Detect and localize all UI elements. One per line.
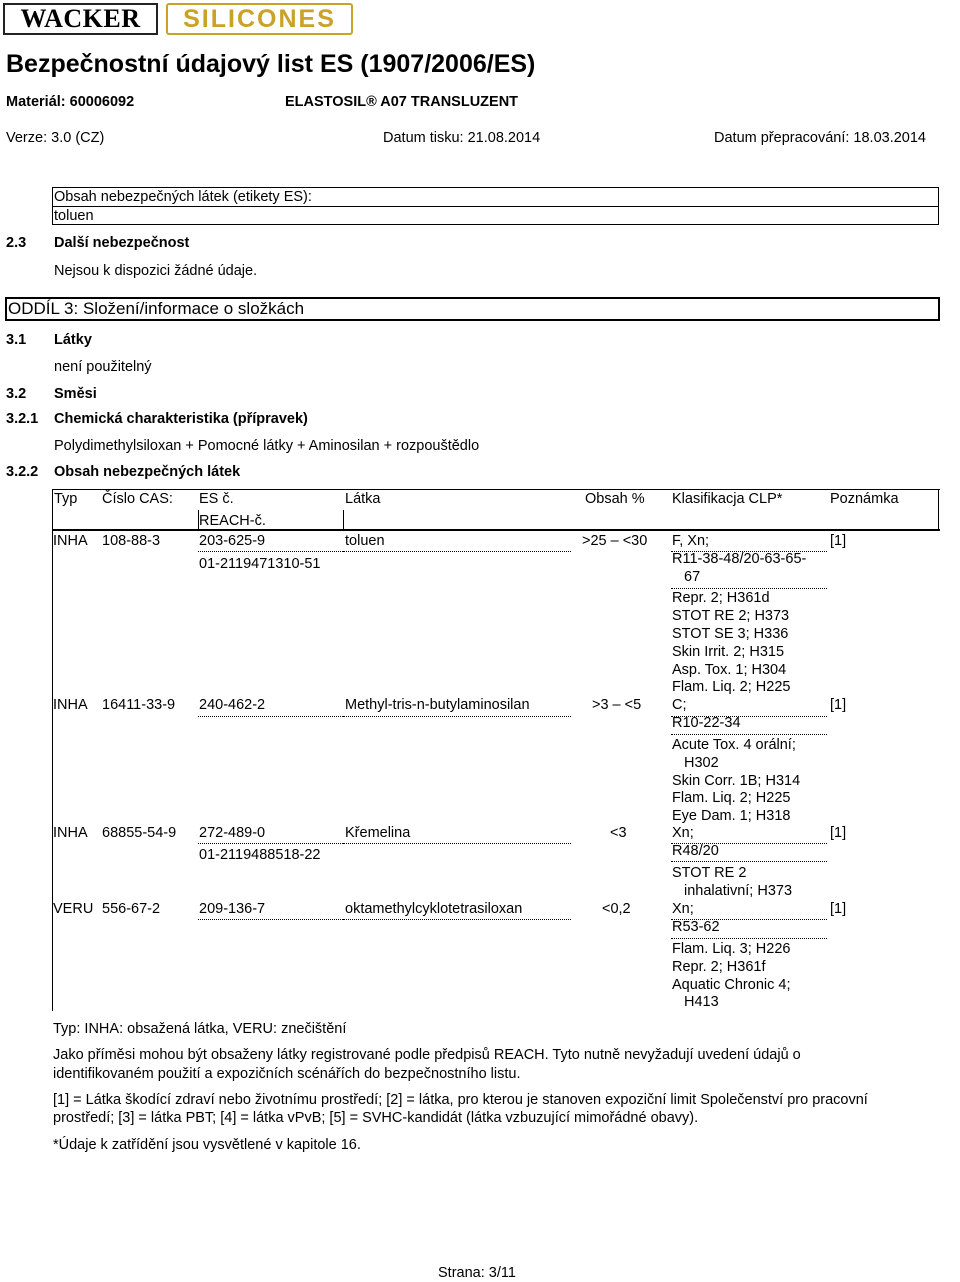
reach-header-divider-right bbox=[343, 510, 344, 530]
section-title-3-2-1: Chemická charakteristika (přípravek) bbox=[54, 411, 308, 427]
row-typ: INHA bbox=[53, 533, 88, 549]
table-left-border bbox=[52, 489, 53, 1011]
row-klas-1: F, Xn; bbox=[672, 533, 710, 549]
es-divider bbox=[198, 716, 343, 717]
section-number-3-2: 3.2 bbox=[6, 386, 27, 402]
revision-date: Datum přepracování: 18.03.2014 bbox=[714, 130, 926, 146]
col-header-reach: REACH-č. bbox=[199, 513, 266, 529]
section-text-3-2-1: Polydimethylsiloxan + Pomocné látky + Aminosilan + rozpouštědlo bbox=[54, 438, 480, 454]
table-header-border bbox=[52, 529, 940, 531]
latka-divider bbox=[343, 716, 571, 717]
row-klas-6: STOT SE 3; H336 bbox=[672, 626, 789, 642]
col-header-obsah: Obsah % bbox=[585, 491, 645, 507]
row-klas-2: R53-62 bbox=[672, 919, 720, 935]
col-header-typ: Typ bbox=[54, 491, 78, 507]
latka-divider bbox=[343, 843, 571, 844]
reach-note-line-1: Jako příměsi mohou být obsaženy látky registrované podle předpisů REACH. Tyto nutně nevyžadují uvedení údajů o bbox=[53, 1047, 801, 1063]
es-divider bbox=[198, 843, 343, 844]
row-pozn: [1] bbox=[830, 825, 847, 841]
row-latka: toluen bbox=[345, 533, 385, 549]
row-es: 203-625-9 bbox=[199, 533, 266, 549]
table-top-border bbox=[52, 489, 940, 490]
latka-divider bbox=[343, 551, 571, 552]
section-title-3-2: Směsi bbox=[54, 386, 97, 402]
row-klas-8: Asp. Tox. 1; H304 bbox=[672, 662, 787, 678]
classification-note: *Údaje k zatřídění jsou vysvětlené v kapitole 16. bbox=[53, 1137, 361, 1153]
row-klas-1: Xn; bbox=[672, 825, 694, 841]
section-title-3-1: Látky bbox=[54, 332, 92, 348]
row-reach: 01-2119488518-22 bbox=[199, 847, 321, 863]
legend-line-1: [1] = Látka škodící zdraví nebo životnímu prostředí; [2] = látka, pro kterou je stanoven expoziční limit Společenství pro pracovní bbox=[53, 1092, 868, 1108]
row-klas-3: Acute Tox. 4 orální; bbox=[672, 737, 796, 753]
row-pozn: [1] bbox=[830, 533, 847, 549]
section-number-2-3: 2.3 bbox=[6, 235, 27, 251]
labels-box-label: Obsah nebezpečných látek (etikety ES): bbox=[54, 189, 312, 205]
wacker-logo: WACKER bbox=[3, 3, 158, 35]
row-es: 209-136-7 bbox=[199, 901, 266, 917]
klas-divider bbox=[671, 938, 827, 939]
row-klas-6: Flam. Liq. 2; H225 bbox=[672, 790, 791, 806]
row-latka: oktamethylcyklotetrasiloxan bbox=[345, 901, 523, 917]
print-date: Datum tisku: 21.08.2014 bbox=[383, 130, 541, 146]
row-klas-2: R10-22-34 bbox=[672, 715, 741, 731]
row-klas-5: STOT RE 2; H373 bbox=[672, 608, 790, 624]
row-cas: 68855-54-9 bbox=[102, 825, 177, 841]
row-klas-3: STOT RE 2 bbox=[672, 865, 747, 881]
version: Verze: 3.0 (CZ) bbox=[6, 130, 105, 146]
col-header-pozn: Poznámka bbox=[830, 491, 899, 507]
row-klas-7: Eye Dam. 1; H318 bbox=[672, 808, 791, 824]
silicones-logo: SILICONES bbox=[166, 3, 353, 35]
row-klas-4: Repr. 2; H361f bbox=[672, 959, 766, 975]
row-klas-9: Flam. Liq. 2; H225 bbox=[672, 679, 791, 695]
es-divider bbox=[198, 919, 343, 920]
section-text-3-1: není použitelný bbox=[54, 359, 152, 375]
row-typ: VERU bbox=[53, 901, 94, 917]
legend-line-2: prostředí; [3] = látka PBT; [4] = látka vPvB; [5] = SVHC-kandidát (látka vzbuzující mimořádné obavy). bbox=[53, 1110, 699, 1126]
col-header-es: ES č. bbox=[199, 491, 234, 507]
row-klas-1: Xn; bbox=[672, 901, 694, 917]
row-cas: 108-88-3 bbox=[102, 533, 161, 549]
section-text-2-3: Nejsou k dispozici žádné údaje. bbox=[54, 263, 258, 279]
row-latka: Methyl-tris-n-butylaminosilan bbox=[345, 697, 530, 713]
row-pozn: [1] bbox=[830, 901, 847, 917]
row-pozn: [1] bbox=[830, 697, 847, 713]
klas-divider bbox=[671, 734, 827, 735]
col-header-latka: Látka bbox=[345, 491, 381, 507]
row-klas-4: Repr. 2; H361d bbox=[672, 590, 770, 606]
section-number-3-2-1: 3.2.1 bbox=[6, 411, 39, 427]
row-klas-6: H413 bbox=[684, 994, 719, 1010]
latka-divider bbox=[343, 919, 571, 920]
row-es: 240-462-2 bbox=[199, 697, 266, 713]
row-typ: INHA bbox=[53, 697, 88, 713]
row-latka: Křemelina bbox=[345, 825, 411, 841]
row-reach: 01-2119471310-51 bbox=[199, 556, 321, 572]
section-3-title: ODDÍL 3: Složení/informace o složkách bbox=[8, 299, 305, 318]
product-name: ELASTOSIL® A07 TRANSLUZENT bbox=[285, 94, 519, 110]
row-obsah: <0,2 bbox=[602, 901, 631, 917]
row-obsah: >3 – <5 bbox=[592, 697, 642, 713]
type-legend: Typ: INHA: obsažená látka, VERU: znečištění bbox=[53, 1021, 347, 1037]
row-klas-2: R48/20 bbox=[672, 843, 719, 859]
klas-divider bbox=[671, 861, 827, 862]
row-klas-4: inhalativní; H373 bbox=[684, 883, 793, 899]
row-cas: 556-67-2 bbox=[102, 901, 161, 917]
section-number-3-1: 3.1 bbox=[6, 332, 27, 348]
row-klas-4: H302 bbox=[684, 755, 719, 771]
es-divider bbox=[198, 551, 343, 552]
row-es: 272-489-0 bbox=[199, 825, 266, 841]
row-klas-3: Flam. Liq. 3; H226 bbox=[672, 941, 791, 957]
row-klas-5: Skin Corr. 1B; H314 bbox=[672, 773, 801, 789]
row-klas-3: 67 bbox=[684, 569, 701, 585]
document-title: Bezpečnostní údajový list ES (1907/2006/ES) bbox=[6, 50, 536, 78]
row-obsah: >25 – <30 bbox=[582, 533, 648, 549]
col-header-cas: Číslo CAS: bbox=[102, 491, 173, 507]
section-title-2-3: Další nebezpečnost bbox=[54, 235, 190, 251]
row-obsah: <3 bbox=[610, 825, 627, 841]
row-typ: INHA bbox=[53, 825, 88, 841]
row-cas: 16411-33-9 bbox=[102, 697, 176, 713]
section-title-3-2-2: Obsah nebezpečných látek bbox=[54, 464, 241, 480]
row-klas-5: Aquatic Chronic 4; bbox=[672, 977, 791, 993]
row-klas-7: Skin Irrit. 2; H315 bbox=[672, 644, 785, 660]
row-klas-2: R11-38-48/20-63-65- bbox=[672, 551, 807, 567]
material-number: Materiál: 60006092 bbox=[6, 94, 135, 110]
reach-note-line-2: identifikovaném použití a expozičních scénářích do bezpečnostního listu. bbox=[53, 1066, 521, 1082]
row-klas-1: C; bbox=[672, 697, 687, 713]
table-right-border bbox=[938, 489, 939, 529]
section-number-3-2-2: 3.2.2 bbox=[6, 464, 39, 480]
col-header-klas: Klasifikacja CLP* bbox=[672, 491, 783, 507]
labels-box-value: toluen bbox=[54, 208, 94, 224]
page-number: Strana: 3/11 bbox=[438, 1265, 516, 1281]
